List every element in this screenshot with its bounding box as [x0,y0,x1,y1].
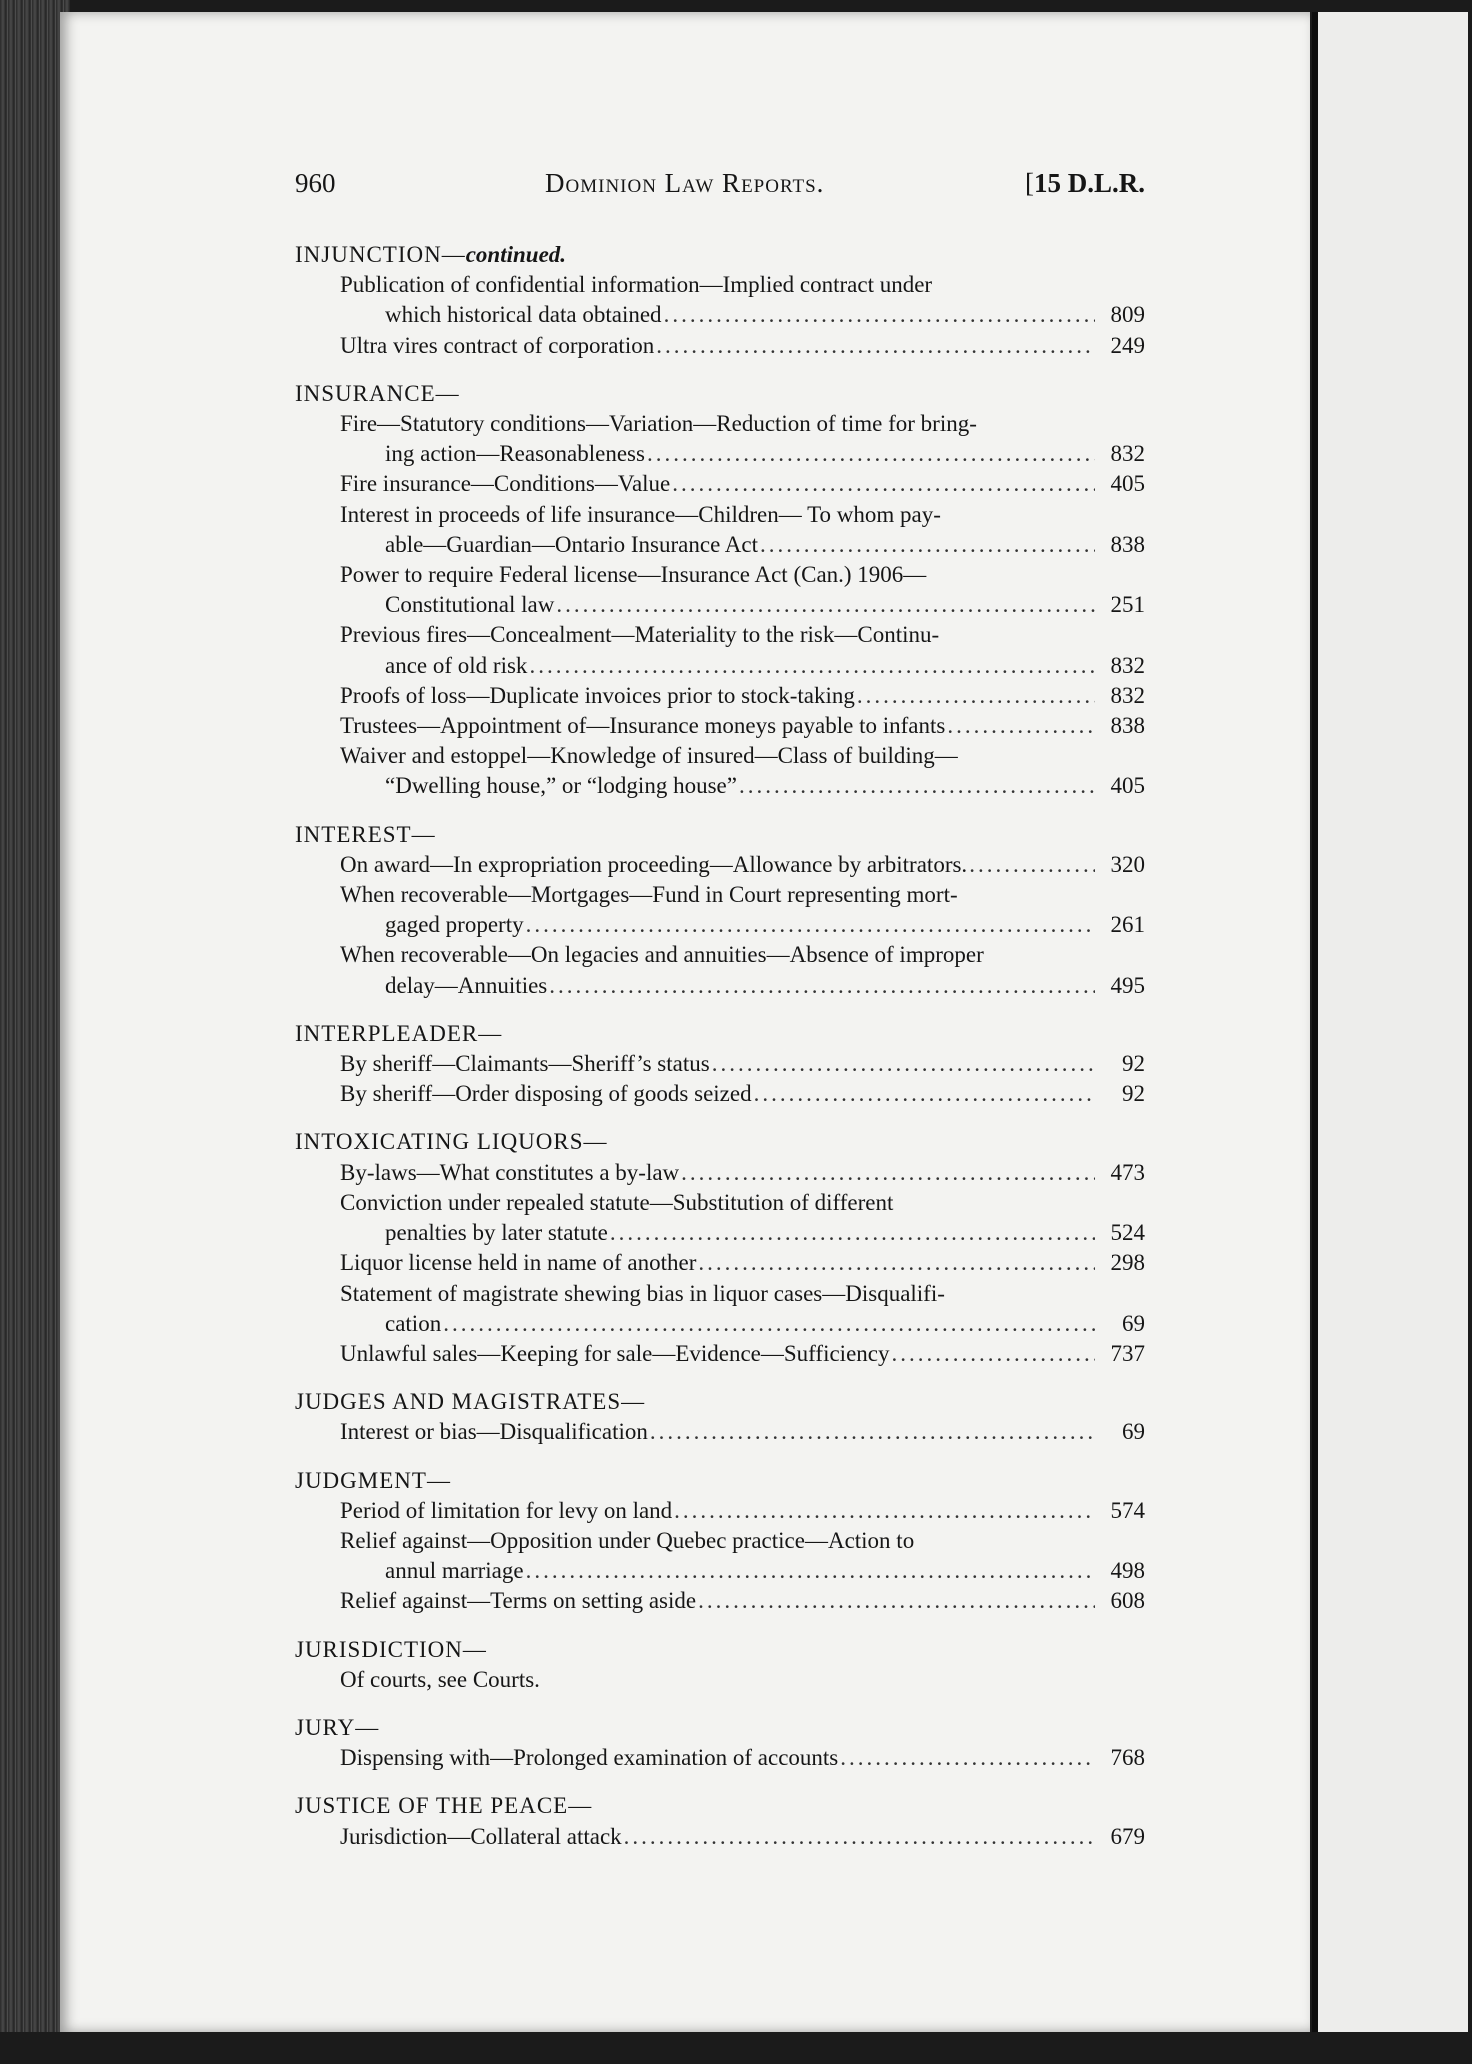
section-heading [295,240,1145,270]
entry-text-line [340,1248,1095,1278]
entry-text: Dispensing with—Prolonged examination of accounts [340,1745,839,1771]
index-section [295,1466,1145,1617]
page-reference: 832 [1110,682,1145,708]
entry-text: Trustees—Appointment of—Insurance moneys payable to infants [340,713,946,739]
entry-text-first-line: Previous fires—Concealment—Materiality to the risk—Continu- [340,622,940,648]
page-reference: 574 [1110,1497,1145,1523]
entry-text: By-laws—What constitutes a by-law [340,1159,680,1185]
section-heading [295,1019,1145,1049]
section-heading-text: INTOXICATING LIQUORS— [295,1129,608,1155]
entry-text-line [340,651,1095,681]
dot-leader [758,530,1095,560]
section-heading-text: JUDGES AND MAGISTRATES— [295,1389,646,1415]
page-content [295,168,1145,1870]
index-entry [295,1188,1145,1248]
page-reference: 92 [1122,1081,1145,1107]
page-reference: 473 [1110,1159,1145,1185]
page-header [295,168,1145,208]
entry-text: On award—In expropriation proceeding—Allowance by arbitrators. [340,851,968,877]
section-heading [295,1127,1145,1157]
entry-text-line [340,1665,1095,1695]
entry-text-line [340,1822,1095,1852]
entry-text-first-line: Statement of magistrate shewing bias in liquor cases—Disqualifi- [340,1280,945,1306]
dot-leader [672,1496,1095,1526]
index-section [295,1791,1145,1851]
dot-leader [696,1586,1095,1616]
entry-text-line [340,711,1095,741]
index-entries [295,240,1145,1852]
index-entry [295,1158,1145,1188]
dot-leader [662,300,1095,330]
entry-text-line [340,910,1095,940]
page-reference: 405 [1110,471,1145,497]
index-entry [295,1822,1145,1852]
entry-text-line [340,850,1095,880]
section-heading [295,1713,1145,1743]
dot-leader [524,910,1095,940]
page-reference: 524 [1110,1220,1145,1246]
index-entry [295,681,1145,711]
entry-text: which historical data obtained [385,302,662,328]
page-reference: 838 [1110,713,1145,739]
entry-text: Jurisdiction—Collateral attack [340,1823,622,1849]
section-heading-text: JURISDICTION— [295,1636,487,1662]
dot-leader [696,1248,1095,1278]
entry-text-line [340,1339,1095,1369]
index-section [295,240,1145,361]
entry-text-first-line: Relief against—Opposition under Quebec practice—Action to [340,1527,915,1553]
dot-leader [670,469,1095,499]
entry-text-line [340,1743,1095,1773]
page-reference: 809 [1110,302,1145,328]
dot-leader [752,1079,1095,1109]
page-reference: 495 [1110,972,1145,998]
section-heading-text: INTEREST— [295,821,436,847]
index-entry [295,940,1145,1000]
index-section [295,1127,1145,1369]
page-reference: 832 [1110,441,1145,467]
dot-leader [654,331,1095,361]
index-entry [295,1339,1145,1369]
entry-text: Unlawful sales—Keeping for sale—Evidence—Sufficiency [340,1340,890,1366]
dot-leader [838,1743,1095,1773]
entry-text: annul marriage [385,1558,524,1584]
running-title: Dominion Law Reports. [545,168,825,198]
page-reference: 608 [1110,1588,1145,1614]
section-heading-text: JUDGMENT— [295,1467,451,1493]
entry-text-first-line: Conviction under repealed statute—Substitution of different [340,1189,894,1215]
index-entry [295,1079,1145,1109]
index-entry [295,1496,1145,1526]
index-entry [295,1049,1145,1079]
entry-text-line [340,1049,1095,1079]
entry-text: Interest or bias—Disqualification [340,1419,648,1445]
entry-text: By sheriff—Order disposing of goods seized [340,1081,752,1107]
dot-leader [554,590,1095,620]
dot-leader [527,651,1095,681]
section-heading [295,1387,1145,1417]
entry-text: ance of old risk [385,652,528,678]
entry-text-first-line: Interest in proceeds of life insurance—Children— To whom pay- [340,501,941,527]
index-entry [295,711,1145,741]
page-reference: 405 [1110,773,1145,799]
page-reference: 69 [1122,1310,1145,1336]
section-heading-text: INTERPLEADER— [295,1020,503,1046]
entry-text: cation [385,1310,442,1336]
index-entry [295,270,1145,330]
entry-text: Liquor license held in name of another [340,1250,697,1276]
entry-text: Constitutional law [385,592,555,618]
dot-leader [524,1556,1095,1586]
dot-leader [547,971,1095,1001]
entry-text-line [340,1079,1095,1109]
section-heading [295,1635,1145,1665]
index-entry [295,850,1145,880]
section-heading [295,1791,1145,1821]
entry-text: Fire insurance—Conditions—Value [340,471,671,497]
entry-text-line [340,469,1095,499]
volume-label: 15 D.L.R. [1033,168,1145,198]
entry-text: penalties by later statute [385,1220,608,1246]
entry-text-first-line: Waiver and estoppel—Knowledge of insured—Class of building— [340,743,958,769]
entry-text-first-line: Fire—Statutory conditions—Variation—Reduction of time for bring- [340,411,977,437]
index-entry [295,560,1145,620]
entry-text: Relief against—Terms on setting aside [340,1588,697,1614]
index-section [295,1019,1145,1110]
index-entry [295,1526,1145,1586]
dot-leader [679,1158,1095,1188]
volume-bracket: [ [1024,168,1034,198]
section-heading [295,379,1145,409]
dot-leader [710,1049,1095,1079]
index-entry [295,1743,1145,1773]
entry-text-line [340,971,1095,1001]
entry-text: Period of limitation for levy on land [340,1497,673,1523]
page-reference: 261 [1110,912,1145,938]
entry-text: able—Guardian—Ontario Insurance Act [385,531,758,557]
index-entry [295,500,1145,560]
entry-text-line [340,681,1095,711]
section-heading-text: JURY— [295,1714,380,1740]
section-heading [295,820,1145,850]
index-entry [295,1665,1145,1695]
entry-text-first-line: Power to require Federal license—Insurance Act (Can.) 1906— [340,562,927,588]
page-reference: 92 [1122,1051,1145,1077]
entry-text: Proofs of loss—Duplicate invoices prior to stock-taking [340,682,855,708]
page-reference: 679 [1110,1823,1145,1849]
dot-leader [622,1822,1095,1852]
index-entry [295,620,1145,680]
entry-text-line [340,1158,1095,1188]
page-reference: 298 [1110,1250,1145,1276]
index-entry [295,741,1145,801]
entry-text: Of courts, see Courts. [340,1666,540,1692]
page-reference: 832 [1110,652,1145,678]
entry-text-line [340,1309,1095,1339]
index-entry [295,880,1145,940]
entry-text: ing action—Reasonableness [385,441,645,467]
dot-leader [645,439,1095,469]
entry-text: By sheriff—Claimants—Sheriff’s status [340,1051,710,1077]
dot-leader [648,1417,1095,1447]
entry-text: Ultra vires contract of corporation [340,332,655,358]
entry-text-first-line: When recoverable—Mortgages—Fund in Court representing mort- [340,882,958,908]
scan-bottom-border [0,2032,1472,2064]
dot-leader [608,1218,1095,1248]
dot-leader [855,681,1095,711]
index-section [295,1635,1145,1695]
dot-leader [945,711,1095,741]
index-section [295,820,1145,1001]
section-heading-suffix: continued. [465,242,567,267]
entry-text-line [340,771,1095,801]
entry-text-line [340,1218,1095,1248]
entry-text-first-line: Publication of confidential information—Implied contract under [340,272,933,298]
page-reference: 498 [1110,1558,1145,1584]
dot-leader [441,1309,1095,1339]
entry-text: “Dwelling house,” or “lodging house” [385,773,737,799]
index-section [295,379,1145,802]
volume-reference [1025,168,1145,198]
index-entry [295,409,1145,469]
entry-text-line [340,300,1095,330]
entry-text-line [340,331,1095,361]
entry-text-line [340,530,1095,560]
page-number: 960 [295,168,336,198]
entry-text-line [340,1556,1095,1586]
dot-leader [967,850,1095,880]
entry-text-line [340,439,1095,469]
index-entry [295,1417,1145,1447]
index-entry [295,1586,1145,1616]
index-section [295,1713,1145,1773]
index-section [295,1387,1145,1447]
section-heading [295,1466,1145,1496]
dot-leader [889,1339,1095,1369]
entry-text-line [340,1586,1095,1616]
page-reference: 251 [1110,592,1145,618]
page-reference: 768 [1110,1745,1145,1771]
page-reference: 320 [1110,851,1145,877]
entry-text-line [340,1417,1095,1447]
index-entry [295,331,1145,361]
index-entry [295,1279,1145,1339]
facing-page-edge [1312,12,1468,2052]
page-reference: 737 [1110,1340,1145,1366]
entry-text-first-line: When recoverable—On legacies and annuities—Absence of improper [340,942,984,968]
section-heading-text: INSURANCE— [295,380,460,406]
entry-text: gaged property [385,912,524,938]
page-reference: 249 [1110,332,1145,358]
entry-text: delay—Annuities [385,972,548,998]
entry-text-line [340,1496,1095,1526]
index-entry [295,469,1145,499]
page-reference: 838 [1110,531,1145,557]
dot-leader [737,771,1095,801]
section-heading-text: JUSTICE OF THE PEACE— [295,1793,593,1819]
section-heading-text: INJUNCTION— [295,242,466,267]
page-reference: 69 [1122,1419,1145,1445]
index-entry [295,1248,1145,1278]
entry-text-line [340,590,1095,620]
